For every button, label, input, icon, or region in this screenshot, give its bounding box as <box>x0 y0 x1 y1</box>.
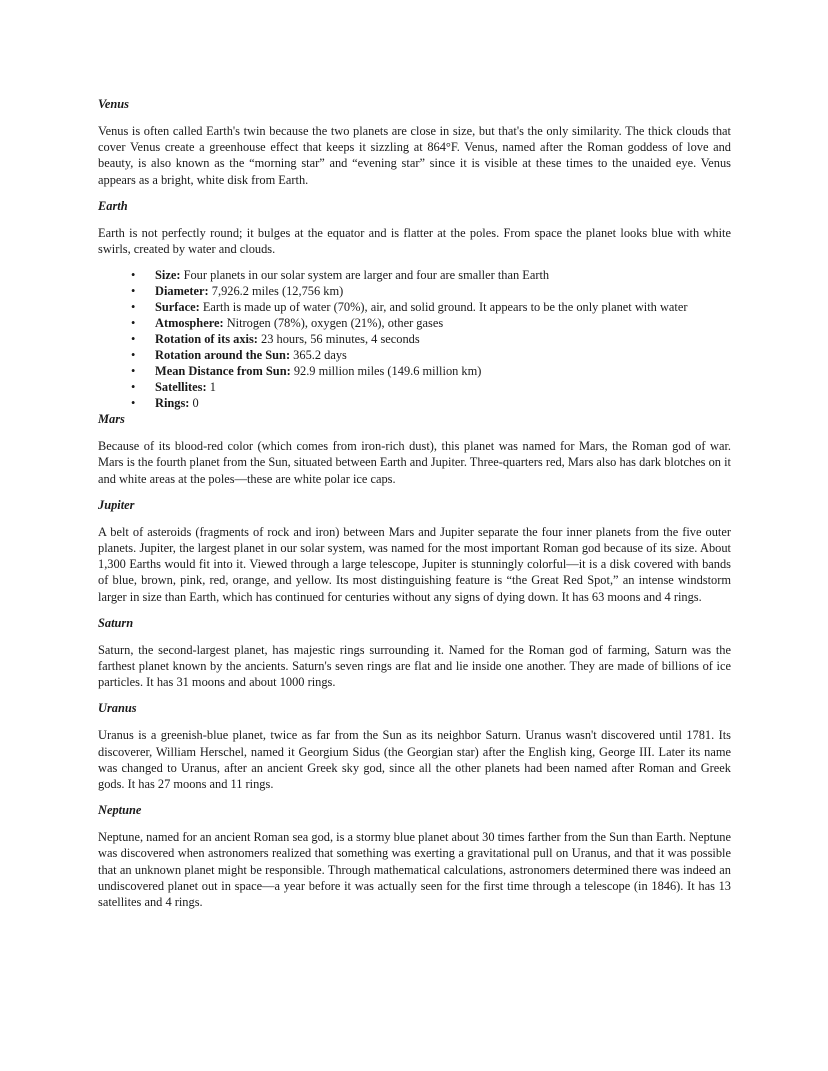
section-heading-uranus: Uranus <box>98 701 137 716</box>
fact-value: Earth is made up of water (70%), air, and solid ground. It appears to be the only planet with water <box>199 300 688 315</box>
fact-label: Rings: <box>155 396 190 411</box>
list-item <box>98 299 731 315</box>
section-heading-earth: Earth <box>98 198 128 213</box>
section-heading-neptune: Neptune <box>98 803 142 818</box>
fact-label: Diameter: <box>155 284 209 299</box>
fact-value: Four planets in our solar system are larger and four are smaller than Earth <box>180 268 550 283</box>
earth-facts-list <box>98 267 731 411</box>
fact-label: Rotation around the Sun: <box>155 348 291 363</box>
list-item <box>98 315 731 331</box>
fact-value: 365.2 days <box>290 348 347 363</box>
section-uranus <box>98 700 731 802</box>
bullet-icon: • <box>131 380 136 395</box>
section-body-saturn: Saturn, the second-largest planet, has majestic rings surrounding it. Named for the Roman god of farming, Saturn was the farthest planet known by the ancients. Saturn's seven rings are flat and lie inside one another. They are made of billions of ice particles. It has 31 moons and about 1000 rings. <box>98 642 731 690</box>
bullet-icon: • <box>131 364 136 379</box>
section-saturn <box>98 615 731 701</box>
fact-label: Satellites: <box>155 380 207 395</box>
section-body-venus: Venus is often called Earth's twin because the two planets are close in size, but that's the only similarity. The thick clouds that cover Venus create a greenhouse effect that keeps it sizzling at 864°F. Venus, named after the Roman goddess of love and beauty, is also known as the “morning star” and “evening star” since it is visible at these times to the unaided eye. Venus appears as a bright, white disk from Earth. <box>98 124 731 187</box>
section-heading-mars: Mars <box>98 412 125 427</box>
bullet-icon: • <box>131 300 136 315</box>
fact-label: Rotation of its axis: <box>155 332 258 347</box>
fact-label: Mean Distance from Sun: <box>155 364 291 379</box>
section-heading-venus: Venus <box>98 97 129 111</box>
bullet-icon: • <box>131 284 136 299</box>
list-item <box>98 267 731 283</box>
fact-value: Nitrogen (78%), oxygen (21%), other gases <box>223 316 444 331</box>
section-neptune <box>98 802 731 910</box>
section-jupiter <box>98 497 731 615</box>
document-page <box>98 96 731 910</box>
section-earth <box>98 198 731 411</box>
list-item <box>98 283 731 299</box>
list-item <box>98 363 731 379</box>
section-body-mars: Because of its blood-red color (which comes from iron-rich dust), this planet was named for Mars, the Roman god of war. Mars is the fourth planet from the Sun, situated between Earth and Jupiter. Three-quarters red, Mars also has dark blotches on it and white areas at the poles—these are white polar ice caps. <box>98 439 731 486</box>
list-item <box>98 379 731 395</box>
fact-value: 23 hours, 56 minutes, 4 seconds <box>257 332 420 347</box>
list-item <box>98 395 731 411</box>
list-item <box>98 331 731 347</box>
fact-value: 1 <box>206 380 216 395</box>
bullet-icon: • <box>131 268 136 283</box>
section-mars <box>98 411 731 497</box>
fact-label: Atmosphere: <box>155 316 224 331</box>
fact-value: 92.9 million miles (149.6 million km) <box>290 364 482 379</box>
section-venus <box>98 96 731 198</box>
fact-label: Surface: <box>155 300 200 315</box>
fact-value: 7,926.2 miles (12,756 km) <box>208 284 344 299</box>
section-heading-jupiter: Jupiter <box>98 497 135 512</box>
fact-label: Size: <box>155 268 181 283</box>
section-heading-saturn: Saturn <box>98 615 134 630</box>
section-body-neptune: Neptune, named for an ancient Roman sea god, is a stormy blue planet about 30 times farther from the Sun than Earth. Neptune was discovered when astronomers realized that something was exerting a gravitational pull on Uranus, and that it was possible that an unknown planet might be responsible. Through mathematical calculations, astronomers determined there was indeed an undiscovered planet out in space—a year before it was actually seen for the first time through a telescope (in 1846). It has 13 satellites and 4 rings. <box>98 830 731 910</box>
bullet-icon: • <box>131 396 136 411</box>
bullet-icon: • <box>131 332 136 347</box>
section-body-jupiter: A belt of asteroids (fragments of rock and iron) between Mars and Jupiter separate the four inner planets from the five outer planets. Jupiter, the largest planet in our solar system, was named for the most important Roman god because of its size. About 1,300 Earths would fit into it. Viewed through a large telescope, Jupiter is stunningly colorful—it is a disk covered with bands of blue, brown, pink, red, orange, and yellow. Its most distinguishing feature is “the Great Red Spot,” an intense windstorm larger in size than Earth, which has continued for centuries without any signs of dying down. It has 63 moons and 4 rings. <box>98 524 731 604</box>
bullet-icon: • <box>131 316 136 331</box>
section-body-uranus: Uranus is a greenish-blue planet, twice as far from the Sun as its neighbor Saturn. Uranus wasn't discovered until 1781. Its discoverer, William Herschel, named it Georgium Sidus (the Georgian star) after the English king, George III. Later its name was changed to Uranus, after an ancient Greek sky god, since all the other planets had been named after Roman and Greek gods. It has 27 moons and 11 rings. <box>98 728 731 792</box>
section-body-earth: Earth is not perfectly round; it bulges at the equator and is flatter at the poles. From space the planet looks blue with white swirls, created by water and clouds. <box>98 225 731 257</box>
bullet-icon: • <box>131 348 136 363</box>
list-item <box>98 347 731 363</box>
fact-value: 0 <box>189 396 199 411</box>
